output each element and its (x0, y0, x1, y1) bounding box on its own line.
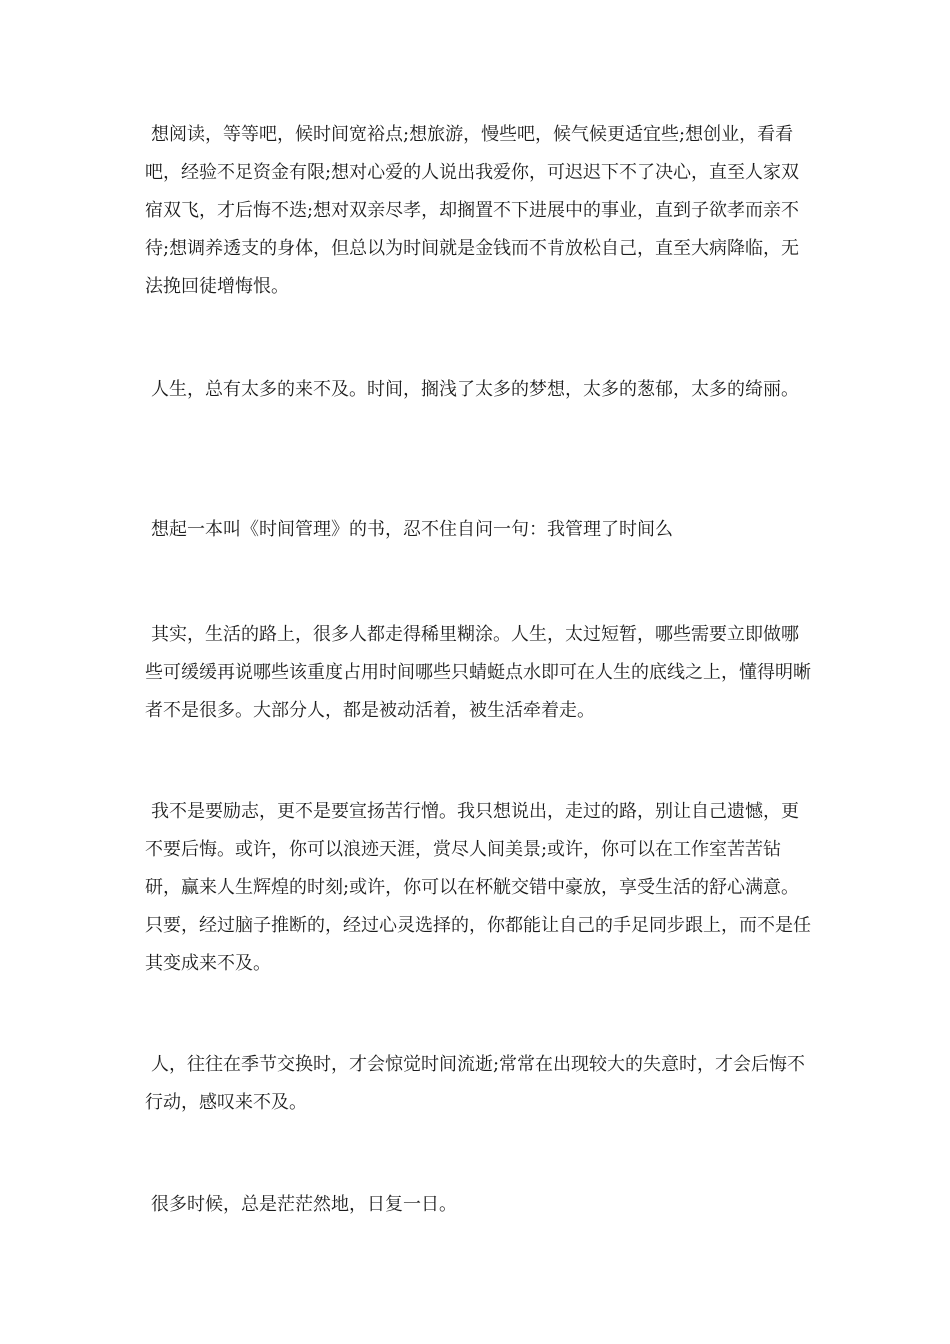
paragraph-2: 人生，总有太多的来不及。时间，搁浅了太多的梦想，太多的葱郁，太多的绮丽。 (151, 379, 799, 400)
paragraph-4: 其实，生活的路上，很多人都走得稀里糊涂。人生，太过短暂，哪些需要立即做哪些可缓缓再说哪些该重度占用时间哪些只蜻蜓点水即可在人生的底线之上，懂得明晰者不是很多。大部分人，都是被动活着，被生活牵着走。 (145, 624, 811, 721)
paragraph-5: 我不是要励志，更不是要宣扬苦行憎。我只想说出，走过的路，别让自己遗憾，更不要后悔。或许，你可以浪迹天涯，赏尽人间美景;或许，你可以在工作室苦苦钻研，赢来人生辉煌的时刻;或许，你可以在杯觥交错中豪放，享受生活的舒心满意。只要，经过脑子推断的，经过心灵选择的，你都能让自己的手足同步跟上，而不是任其变成来不及。 (145, 801, 811, 974)
paragraph-6: 人，往往在季节交换时，才会惊觉时间流逝;常常在出现较大的失意时，才会后悔不行动，感叹来不及。 (145, 1054, 806, 1113)
paragraph-3: 想起一本叫《时间管理》的书，忍不住自问一句：我管理了时间么 (151, 519, 673, 540)
paragraph-1: 想阅读，等等吧，候时间宽裕点;想旅游，慢些吧，候气候更适宜些;想创业，看看吧，经验不足资金有限;想对心爱的人说出我爱你，可迟迟下不了决心，直至人家双宿双飞，才后悔不迭;想对双亲尽孝，却搁置不下进展中的事业，直到子欲孝而亲不待;想调养透支的身体，但总以为时间就是金钱而不肯放松自己，直至大病降临，无法挽回徒增悔恨。 (145, 124, 800, 297)
paragraph-7: 很多时候，总是茫茫然地，日复一日。 (151, 1194, 457, 1215)
